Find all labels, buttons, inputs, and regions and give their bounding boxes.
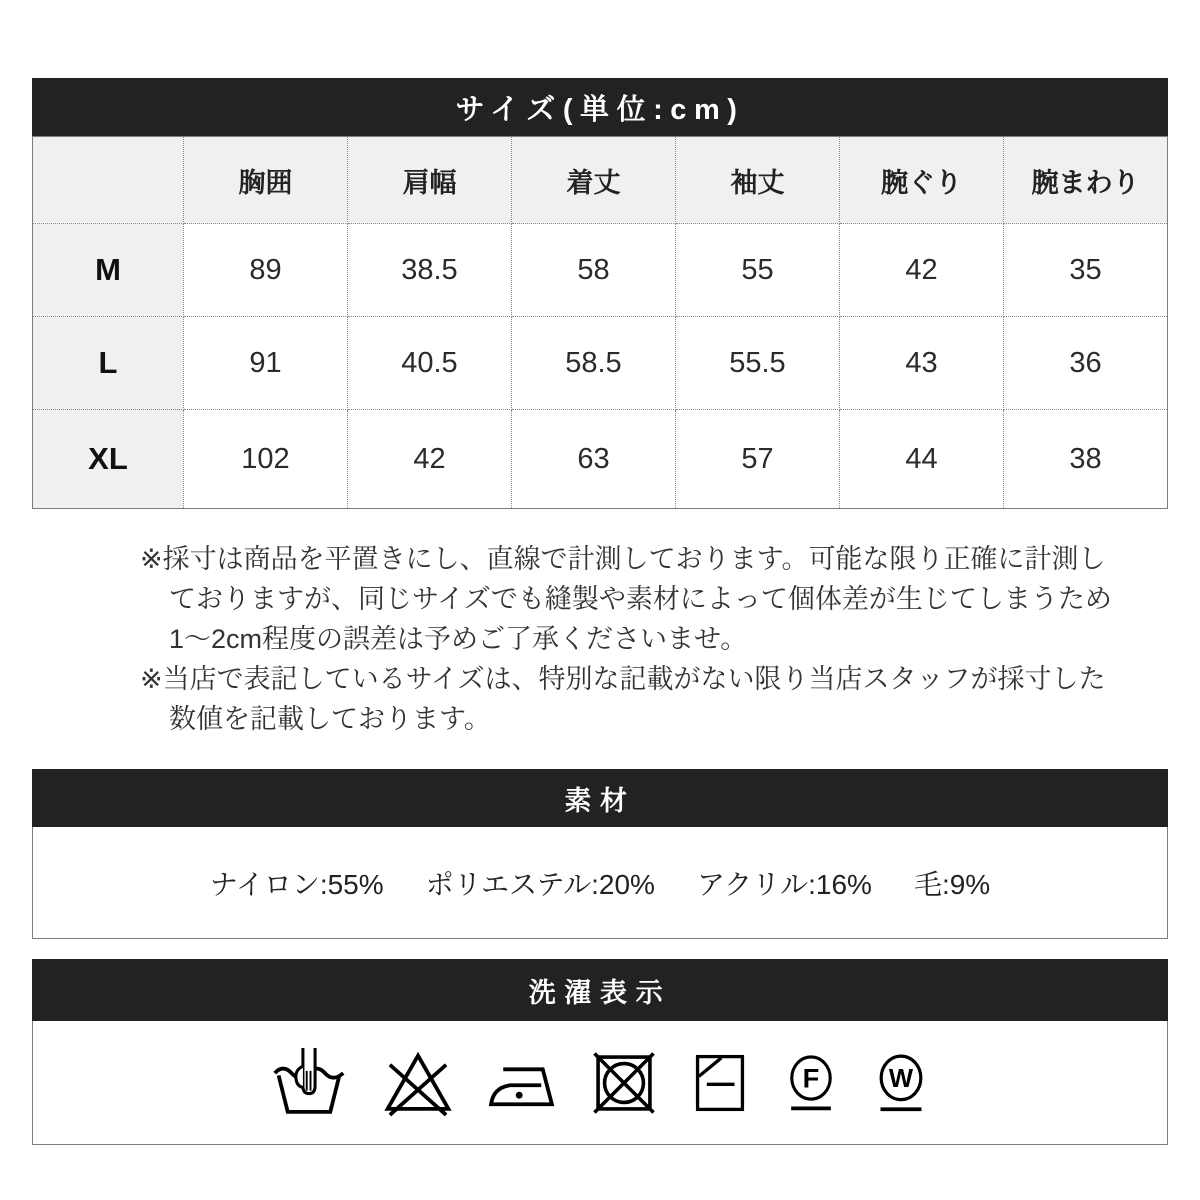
size-table-header-row [33,137,1168,224]
note-line: 1〜2cm程度の誤差は予めご了承くださいませ。 [169,624,748,654]
size-section-header [32,78,1168,136]
size-cell: 58.5 [511,317,675,410]
laundry-box [32,1021,1168,1145]
size-cell: 91 [183,317,347,410]
size-cell: 63 [511,410,675,509]
note-line: ※採寸は商品を平置きにし、直線で計測しております。可能な限り正確に計測し [140,544,1106,574]
size-cell: 35 [1003,224,1167,317]
size-cell: 44 [839,410,1003,509]
material-section-title: 素材 [564,785,636,816]
wet-clean-letter: W [888,1064,914,1093]
size-cell: 43 [839,317,1003,410]
note-line: ※当店で表記しているサイズは、特別な記載がない限り当店スタッフが採寸した [140,664,1106,694]
row-label: XL [33,410,184,509]
row-label: L [33,317,184,410]
material-item: 毛:9% [913,868,991,900]
size-cell: 102 [183,410,347,509]
size-cell: 55.5 [675,317,839,410]
iron-one-dot-icon [485,1045,561,1121]
laundry-section-title: 洗濯表示 [528,977,672,1008]
size-row-m [33,224,1168,317]
col-header-length: 着丈 [511,137,675,224]
laundry-section-header [32,959,1168,1021]
dry-flat-in-shade-icon [687,1045,753,1121]
size-row-l [33,317,1168,410]
measurement-notes [140,539,1168,739]
size-cell: 42 [347,410,511,509]
dry-clean-F-gentle-icon [780,1045,842,1121]
material-item: ナイロン:55% [209,868,384,900]
size-cell: 40.5 [347,317,511,410]
material-item: ポリエステル:20% [425,868,655,900]
material-item: アクリル:16% [696,868,872,900]
corner-cell [33,137,184,224]
size-cell: 57 [675,410,839,509]
material-section-header [32,769,1168,827]
col-header-shoulder: 肩幅 [347,137,511,224]
size-cell: 38 [1003,410,1167,509]
do-not-tumble-dry-icon [588,1045,660,1121]
material-box [32,827,1168,939]
size-row-xl [33,410,1168,509]
size-cell: 58 [511,224,675,317]
do-not-bleach-icon [378,1045,458,1121]
col-header-arm-width: 腕まわり [1003,137,1167,224]
note-line: 数値を記載しております。 [169,704,491,734]
wet-clean-W-gentle-icon [869,1045,933,1121]
content-column [32,78,1168,1145]
col-header-armhole: 腕ぐり [839,137,1003,224]
size-cell: 38.5 [347,224,511,317]
row-label: M [33,224,184,317]
hand-wash-icon [267,1045,351,1121]
col-header-sleeve: 袖丈 [675,137,839,224]
size-cell: 89 [183,224,347,317]
size-table [32,136,1168,509]
size-cell: 36 [1003,317,1167,410]
size-section-title: サイズ(単位:cm) [455,93,745,126]
size-cell: 55 [675,224,839,317]
dry-clean-letter: F [802,1061,820,1093]
size-cell: 42 [839,224,1003,317]
note-line: ておりますが、同じサイズでも縫製や素材によって個体差が生じてしまうため [169,584,1112,614]
col-header-chest: 胸囲 [183,137,347,224]
